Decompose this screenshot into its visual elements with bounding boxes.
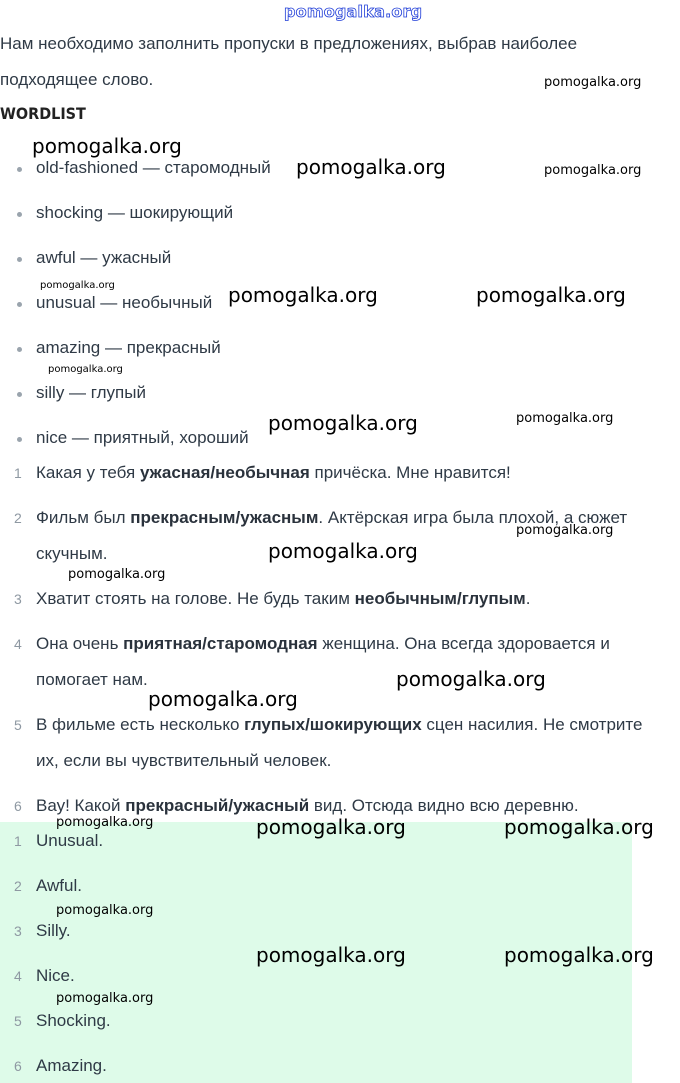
watermark: pomogalka.org xyxy=(268,411,418,435)
watermark: pomogalka.org xyxy=(504,815,654,839)
wordlist-item-text: old-fashioned — старомодный xyxy=(36,158,271,177)
bullet-icon xyxy=(17,347,22,352)
sentence-number: 3 xyxy=(14,591,22,607)
watermark: pomogalka.org xyxy=(268,539,418,563)
sentence-text-continued: помогает нам. xyxy=(36,670,148,689)
answer-text: Unusual. xyxy=(36,831,104,850)
sentence-number: 6 xyxy=(14,798,22,814)
watermark: pomogalka.org xyxy=(544,75,642,90)
wordlist-title: WORDLIST xyxy=(0,104,86,123)
bullet-icon xyxy=(17,302,22,307)
bullet-icon xyxy=(17,212,22,217)
wordlist-item-text: awful — ужасный xyxy=(36,248,172,267)
watermark: pomogalka.org xyxy=(476,283,626,307)
intro-line-2: подходящее слово. xyxy=(0,70,154,89)
answer-number: 6 xyxy=(14,1058,22,1074)
sentence-text: Фильм был прекрасным/ужасным. Актёрская игра была плохой, а сюжет xyxy=(36,508,628,527)
sentence-text: Она очень приятная/старомодная женщина. Она всегда здоровается и xyxy=(36,634,610,653)
watermark: pomogalka.org xyxy=(256,943,406,967)
watermark: pomogalka.org xyxy=(40,280,115,291)
watermark: pomogalka.org xyxy=(48,364,123,375)
bullet-icon xyxy=(17,167,22,172)
bullet-icon xyxy=(17,437,22,442)
answer-number: 4 xyxy=(14,968,22,984)
watermark: pomogalka.org xyxy=(148,687,298,711)
answer-text: Silly. xyxy=(36,921,71,940)
sentence-text: Вау! Какой прекрасный/ужасный вид. Отсюда видно всю деревню. xyxy=(36,796,579,815)
wordlist-item-text: amazing — прекрасный xyxy=(36,338,221,357)
watermark: pomogalka.org xyxy=(544,163,642,178)
answer-number: 3 xyxy=(14,923,22,939)
answer-text: Shocking. xyxy=(36,1011,111,1030)
sentence-text-continued: скучным. xyxy=(36,544,108,563)
answer-text: Nice. xyxy=(36,966,75,985)
wordlist-item-text: unusual — необычный xyxy=(36,293,213,312)
watermark: pomogalka.org xyxy=(228,283,378,307)
answer-number: 5 xyxy=(14,1013,22,1029)
bullet-icon xyxy=(17,257,22,262)
answer-text: Amazing. xyxy=(36,1056,107,1075)
watermark: pomogalka.org xyxy=(396,667,546,691)
sentence-text: Хватит стоять на голове. Не будь таким необычным/глупым. xyxy=(36,589,531,608)
sentence-text: В фильме есть несколько глупых/шокирующих сцен насилия. Не смотрите xyxy=(36,715,643,734)
wordlist-item-text: silly — глупый xyxy=(36,383,146,402)
sentence-text: Какая у тебя ужасная/необычная причёска. Мне нравится! xyxy=(36,463,511,482)
wordlist-item-text: nice — приятный, хороший xyxy=(36,428,249,447)
watermark: pomogalka.org xyxy=(296,155,446,179)
bullet-icon xyxy=(17,392,22,397)
sentence-number: 5 xyxy=(14,717,22,733)
header-watermark: pomogalka.org xyxy=(284,2,423,21)
watermark: pomogalka.org xyxy=(256,815,406,839)
watermark: pomogalka.org xyxy=(56,815,154,830)
intro-line-1: Нам необходимо заполнить пропуски в предложениях, выбрав наиболее xyxy=(0,34,578,53)
answer-number: 1 xyxy=(14,833,22,849)
watermark: pomogalka.org xyxy=(32,134,182,158)
watermark: pomogalka.org xyxy=(56,903,154,918)
sentence-text-continued: их, если вы чувствительный человек. xyxy=(36,751,332,770)
watermark: pomogalka.org xyxy=(516,411,614,426)
watermark: pomogalka.org xyxy=(56,991,154,1006)
sentence-number: 2 xyxy=(14,510,22,526)
watermark: pomogalka.org xyxy=(68,567,166,582)
answer-text: Awful. xyxy=(36,876,82,895)
wordlist-item-text: shocking — шокирующий xyxy=(36,203,234,222)
sentence-number: 4 xyxy=(14,636,22,652)
watermark: pomogalka.org xyxy=(504,943,654,967)
answer-number: 2 xyxy=(14,878,22,894)
watermark: pomogalka.org xyxy=(516,523,614,538)
sentence-number: 1 xyxy=(14,465,22,481)
